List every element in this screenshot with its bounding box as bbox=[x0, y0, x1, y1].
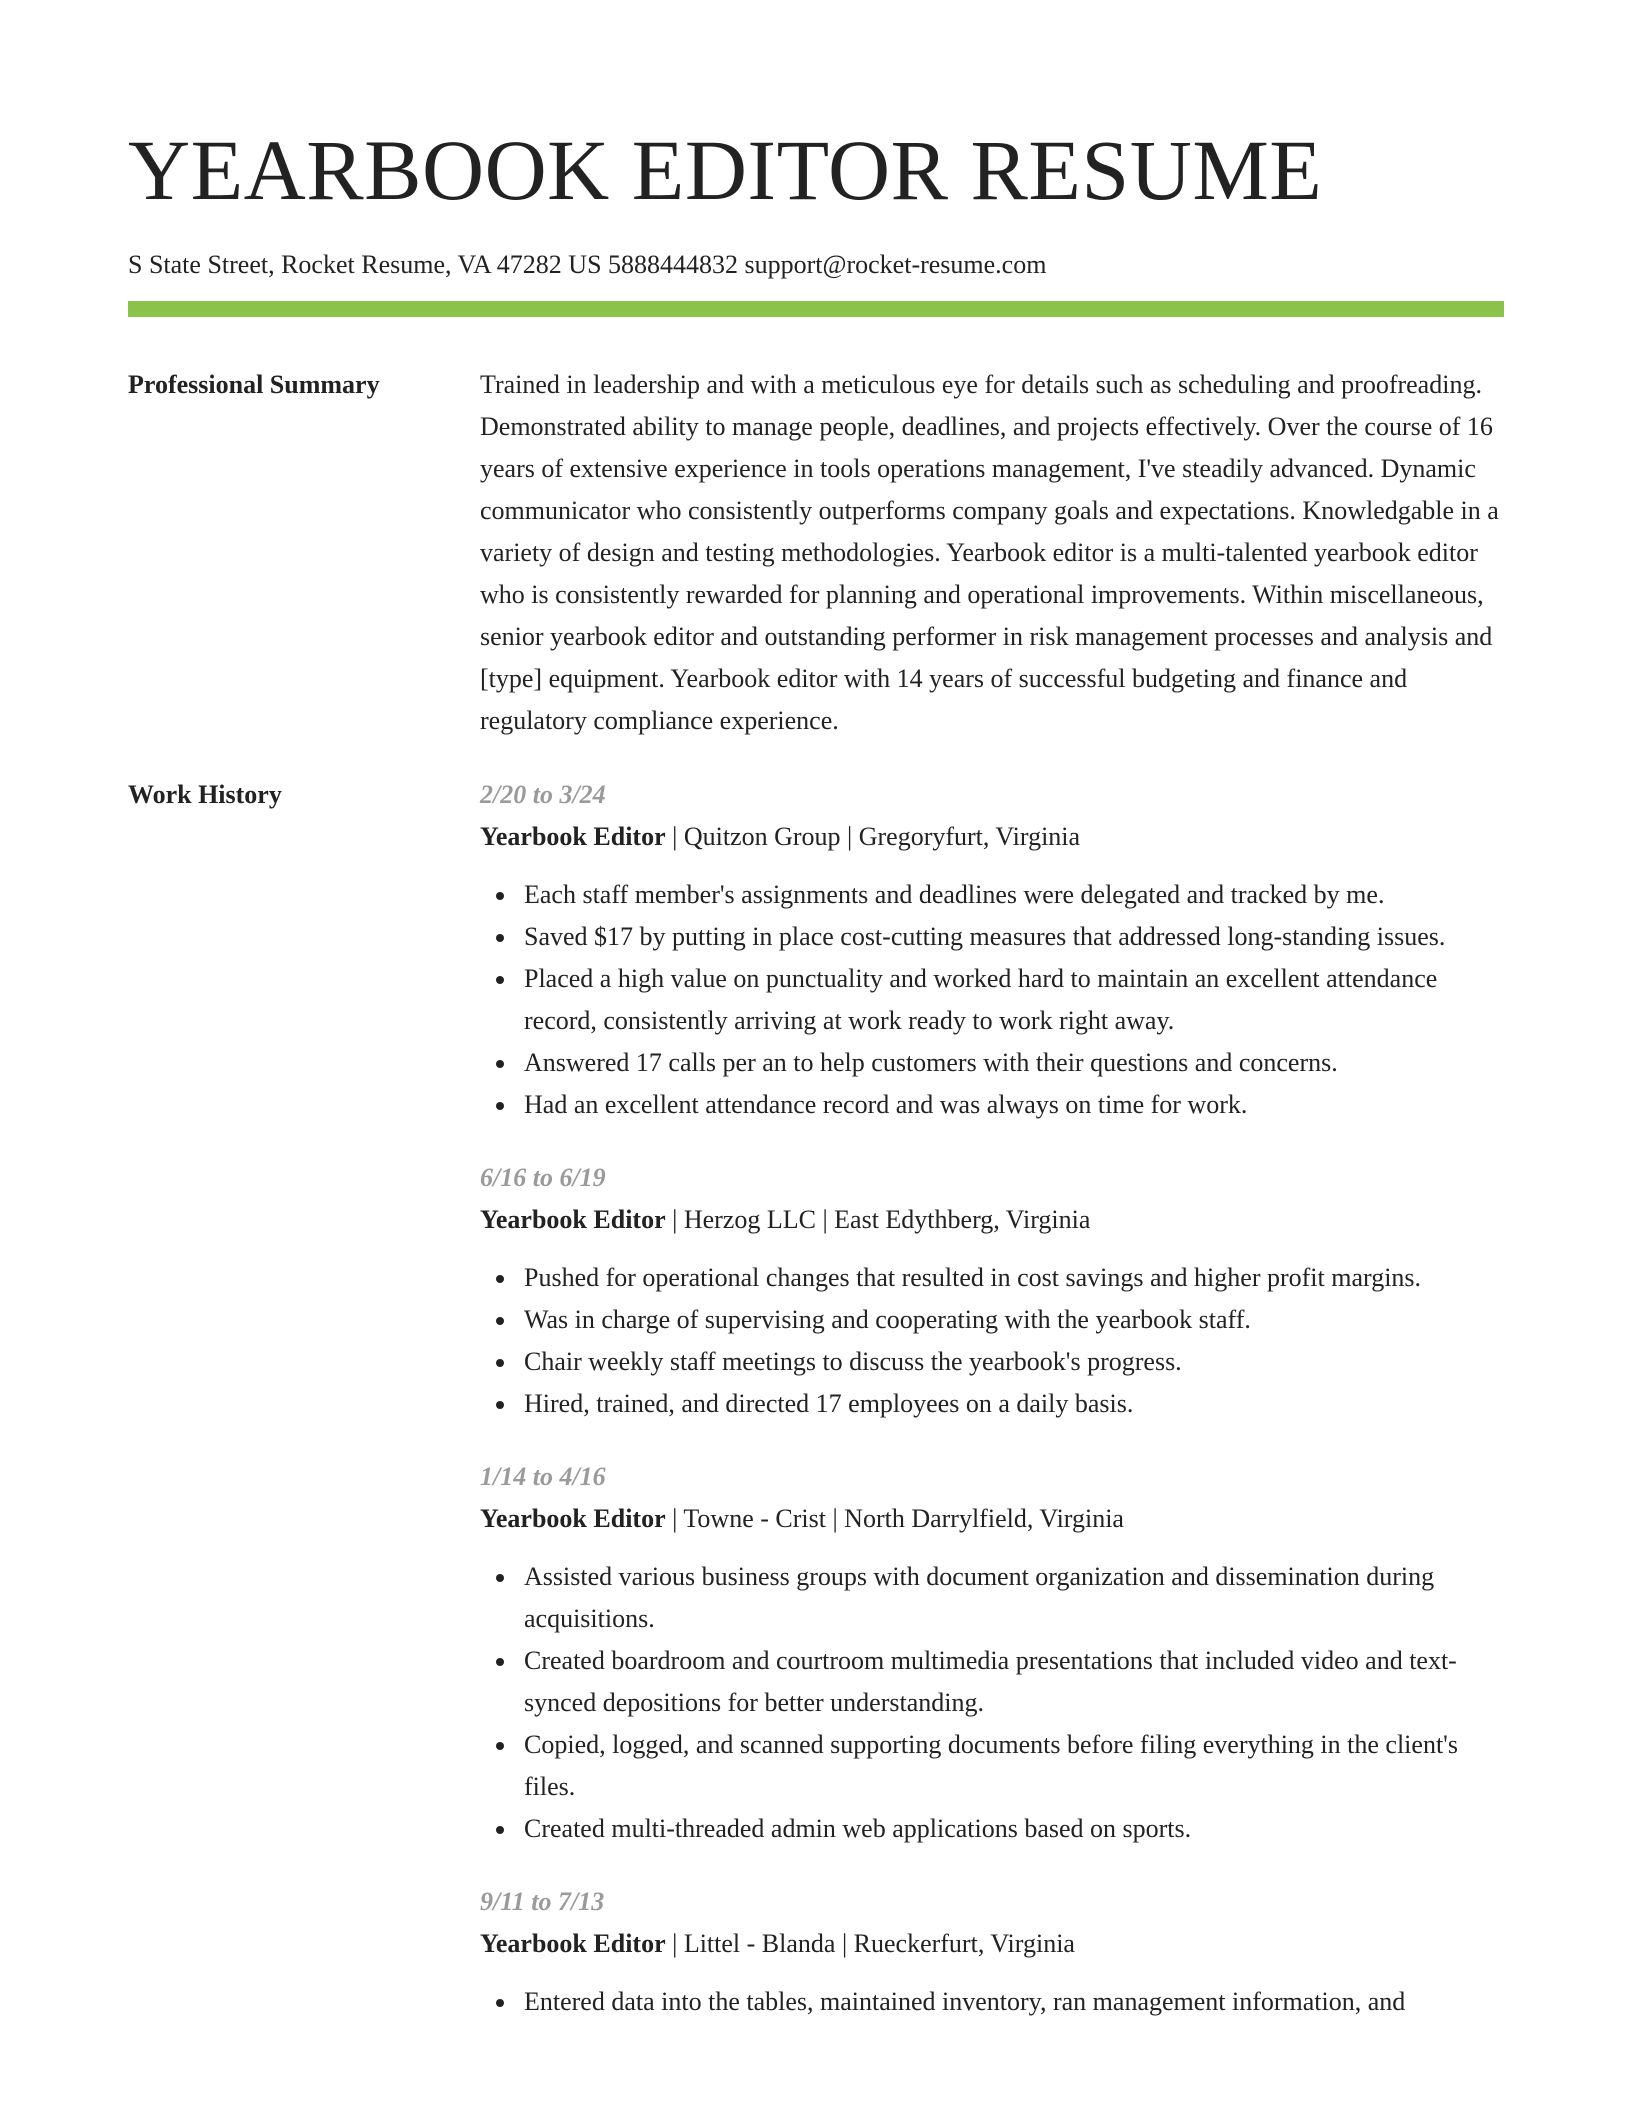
job-bullet: Copied, logged, and scanned supporting documents before filing everything in the client's files. bbox=[524, 1724, 1504, 1808]
job-dates: 9/11 to 7/13 bbox=[480, 1887, 605, 1916]
job-dates: 2/20 to 3/24 bbox=[480, 780, 606, 809]
summary-body bbox=[480, 364, 1504, 742]
job-bullet: Created multi-threaded admin web applications based on sports. bbox=[524, 1808, 1504, 1850]
job-title: Yearbook Editor bbox=[480, 1205, 666, 1234]
job-bullet: Answered 17 calls per an to help customers with their questions and concerns. bbox=[524, 1042, 1504, 1084]
job-heading bbox=[480, 816, 1504, 858]
job-entry bbox=[480, 774, 1504, 1126]
job-company-location: | Littel - Blanda | Rueckerfurt, Virginia bbox=[665, 1929, 1075, 1958]
job-entry bbox=[480, 1456, 1504, 1850]
job-bullet: Saved $17 by putting in place cost-cutting measures that addressed long-standing issues. bbox=[524, 916, 1504, 958]
job-entry bbox=[480, 1881, 1504, 2023]
job-entry bbox=[480, 1157, 1504, 1425]
summary-text: Trained in leadership and with a meticulous eye for details such as scheduling and proofreading. Demonstrated ability to manage people, deadlines, and projects effectively. Over the course of 16 years of extensive experience in tools operations management, I've steadily advanced. Dynamic communicator who consistently outperforms company goals and expectations. Knowledgable in a variety of design and testing methodologies. Yearbook editor is a multi-talented yearbook editor who is consistently rewarded for planning and operational improvements. Within miscellaneous, senior yearbook editor and outstanding performer in risk management processes and analysis and [type] equipment. Yearbook editor with 14 years of successful budgeting and finance and regulatory compliance experience. bbox=[480, 370, 1499, 735]
section-label-work-history: Work History bbox=[128, 780, 282, 809]
job-bullet: Placed a high value on punctuality and worked hard to maintain an excellent attendance record, consistently arriving at work ready to work right away. bbox=[524, 958, 1504, 1042]
job-company-location: | Quitzon Group | Gregoryfurt, Virginia bbox=[665, 822, 1081, 851]
job-dates: 6/16 to 6/19 bbox=[480, 1163, 606, 1192]
job-title: Yearbook Editor bbox=[480, 1929, 666, 1958]
job-heading bbox=[480, 1199, 1504, 1241]
work-history-section bbox=[128, 774, 1504, 2023]
job-company-location: | Herzog LLC | East Edythberg, Virginia bbox=[665, 1205, 1091, 1234]
contact-line: S State Street, Rocket Resume, VA 47282 US 5888444832 support@rocket-resume.com bbox=[128, 250, 1047, 279]
job-title: Yearbook Editor bbox=[480, 822, 666, 851]
job-bullet: Entered data into the tables, maintained inventory, ran management information, and bbox=[524, 1981, 1504, 2023]
job-title: Yearbook Editor bbox=[480, 1504, 666, 1533]
job-bullet: Created boardroom and courtroom multimedia presentations that included video and text-synced depositions for better understanding. bbox=[524, 1640, 1504, 1724]
job-bullet-list bbox=[480, 1981, 1504, 2023]
work-history-body bbox=[480, 774, 1504, 2023]
job-dates: 1/14 to 4/16 bbox=[480, 1462, 606, 1491]
professional-summary-section bbox=[128, 364, 1504, 742]
job-heading bbox=[480, 1923, 1504, 1965]
job-bullet: Chair weekly staff meetings to discuss the yearbook's progress. bbox=[524, 1341, 1504, 1383]
job-bullet: Hired, trained, and directed 17 employees on a daily basis. bbox=[524, 1383, 1504, 1425]
job-heading bbox=[480, 1498, 1504, 1540]
job-bullet: Assisted various business groups with document organization and dissemination during acquisitions. bbox=[524, 1556, 1504, 1640]
job-bullet: Was in charge of supervising and cooperating with the yearbook staff. bbox=[524, 1299, 1504, 1341]
section-label-summary: Professional Summary bbox=[128, 370, 380, 399]
job-bullet-list bbox=[480, 1556, 1504, 1850]
job-bullet: Pushed for operational changes that resulted in cost savings and higher profit margins. bbox=[524, 1257, 1504, 1299]
job-bullet: Each staff member's assignments and deadlines were delegated and tracked by me. bbox=[524, 874, 1504, 916]
job-bullet: Had an excellent attendance record and was always on time for work. bbox=[524, 1084, 1504, 1126]
job-bullet-list bbox=[480, 1257, 1504, 1425]
resume-title: YEARBOOK EDITOR RESUME bbox=[128, 122, 1323, 218]
job-bullet-list bbox=[480, 874, 1504, 1126]
resume-page bbox=[128, 0, 1504, 2023]
job-company-location: | Towne - Crist | North Darrylfield, Virginia bbox=[665, 1504, 1124, 1533]
accent-divider bbox=[128, 301, 1504, 317]
